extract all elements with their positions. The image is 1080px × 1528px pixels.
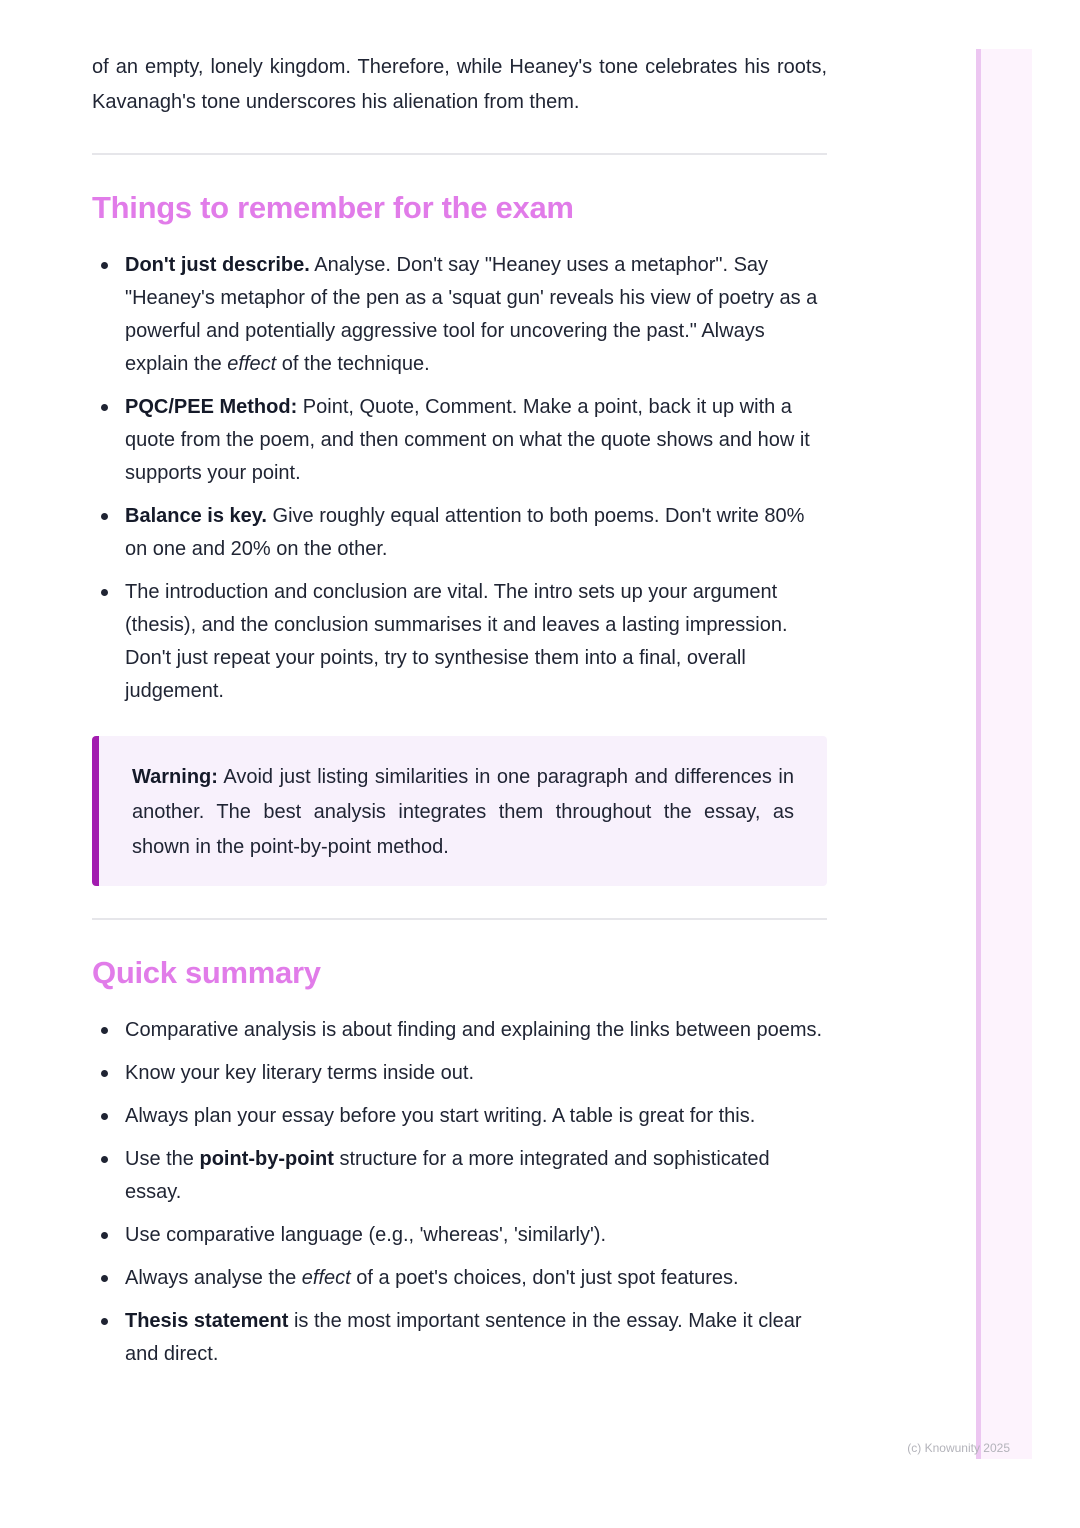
summary-text: Always plan your essay before you start writing. A table is great for this. — [125, 1105, 756, 1127]
warning-callout — [92, 736, 827, 886]
exam-tips-list — [92, 249, 827, 708]
list-item — [92, 249, 827, 381]
summary-list — [92, 1014, 827, 1371]
bullet-icon — [101, 1070, 108, 1077]
bullet-icon — [101, 1113, 108, 1120]
summary-text: is the most important sentence in the essay. Make it clear and direct. — [125, 1310, 802, 1365]
list-item — [92, 1143, 827, 1209]
summary-bold: Thesis statement — [125, 1310, 289, 1332]
summary-text: Use the — [125, 1148, 200, 1170]
list-item — [92, 391, 827, 490]
copyright-notice: (c) Knowunity 2025 — [907, 1441, 1010, 1455]
summary-text: Comparative analysis is about finding and explaining the links between poems. — [125, 1019, 823, 1041]
tip-title: Don't just describe. — [125, 254, 310, 276]
tip-title: PQC/PEE Method: — [125, 396, 298, 418]
exam-section-heading: Things to remember for the exam — [92, 190, 574, 225]
tip-emphasis: effect — [227, 353, 277, 375]
bullet-icon — [101, 589, 108, 596]
summary-text: Know your key literary terms inside out. — [125, 1062, 475, 1084]
list-item — [92, 1014, 827, 1047]
warning-text — [132, 760, 794, 865]
bullet-icon — [101, 404, 108, 411]
tip-text: Analyse. Don't say "Heaney uses a metaphor". Say "Heaney's metaphor of the pen as a 'squat gun' reveals his view of poetry as a powerful and potentially aggressive tool for uncovering the past." Always explain the — [125, 254, 818, 375]
warning-label: Warning: — [132, 766, 218, 788]
tip-text: The introduction and conclusion are vital. The intro sets up your argument (thesis), and the conclusion summarises it and leaves a lasting impression. Don't just repeat your points, try to synthesise them into a final, overall judgement. — [125, 581, 788, 702]
summary-text: Use comparative language (e.g., 'whereas', 'similarly'). — [125, 1224, 607, 1246]
tip-text: of the technique. — [276, 353, 430, 375]
summary-bold: point-by-point — [199, 1148, 334, 1170]
side-panel — [976, 49, 1032, 1459]
side-accent-bar — [976, 49, 981, 1459]
warning-body: Avoid just listing similarities in one paragraph and differences in another. The best analysis integrates them throughout the essay, as shown in the point-by-point method. — [132, 766, 794, 858]
list-item — [92, 1305, 827, 1371]
tip-title: Balance is key. — [125, 505, 267, 527]
summary-text: structure for a more integrated and sophisticated essay. — [125, 1148, 770, 1203]
list-item — [92, 1262, 827, 1295]
summary-emphasis: effect — [301, 1267, 351, 1289]
bullet-icon — [101, 1275, 108, 1282]
summary-text: Always analyse the — [125, 1267, 302, 1289]
bullet-icon — [101, 1027, 108, 1034]
bullet-icon — [101, 1318, 108, 1325]
bullet-icon — [101, 1156, 108, 1163]
bullet-icon — [101, 513, 108, 520]
summary-text: of a poet's choices, don't just spot features. — [350, 1267, 739, 1289]
bullet-icon — [101, 1232, 108, 1239]
list-item — [92, 1057, 827, 1090]
tip-text: Give roughly equal attention to both poems. Don't write 80% on one and 20% on the other. — [125, 505, 805, 560]
list-item — [92, 1100, 827, 1133]
intro-paragraph: of an empty, lonely kingdom. Therefore, while Heaney's tone celebrates his roots, Kavanagh's tone underscores his alienation from them. — [92, 56, 827, 113]
list-item — [92, 1219, 827, 1252]
document-page — [92, 50, 827, 1371]
list-item — [92, 576, 827, 708]
tip-text: Point, Quote, Comment. Make a point, back it up with a quote from the poem, and then comment on what the quote shows and how it supports your point. — [125, 396, 810, 484]
bullet-icon — [101, 262, 108, 269]
list-item — [92, 500, 827, 566]
summary-section-heading: Quick summary — [92, 955, 321, 990]
